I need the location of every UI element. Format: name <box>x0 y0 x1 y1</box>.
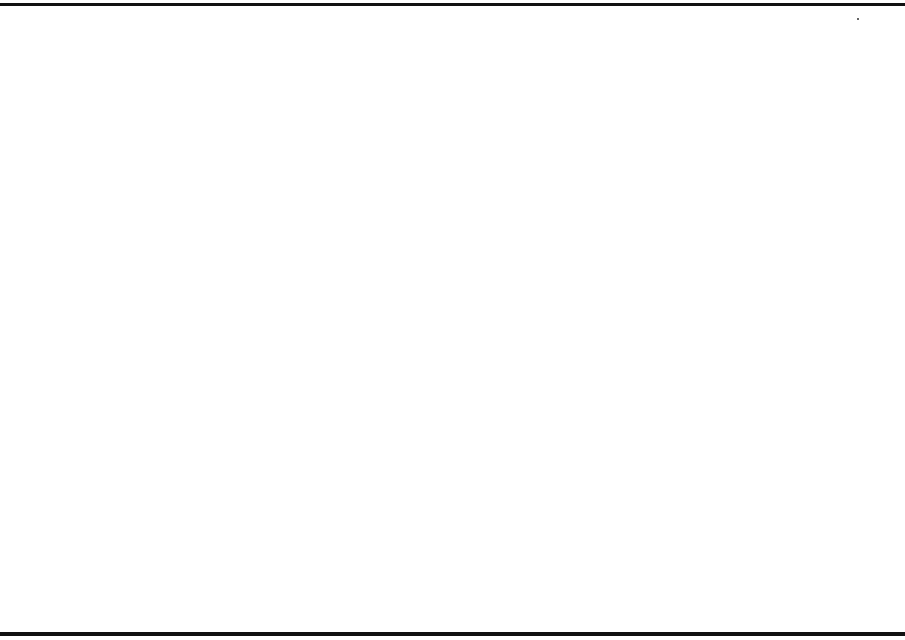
scan-speck <box>857 18 859 20</box>
bottom-border <box>0 632 905 636</box>
top-border <box>0 3 905 6</box>
